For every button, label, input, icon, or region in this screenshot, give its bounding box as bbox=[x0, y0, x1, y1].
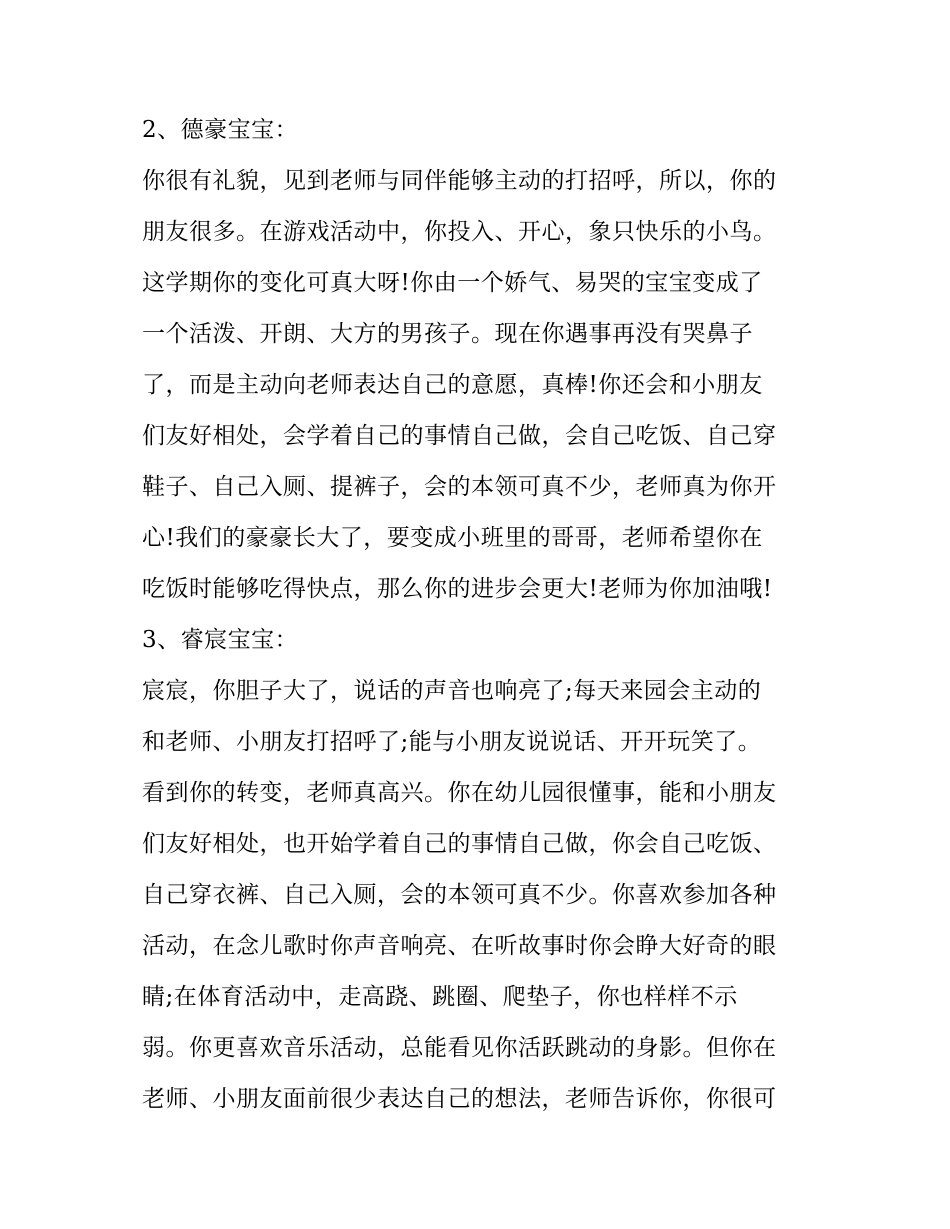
paragraph-line: 宸宸，你胆子大了，说话的声音也响亮了;每天来园会主动的 bbox=[142, 678, 762, 704]
paragraph-line: 你很有礼貌，见到老师与同伴能够主动的打招呼，所以，你的 bbox=[142, 168, 777, 194]
document-body bbox=[142, 110, 822, 1130]
paragraph-line: 老师、小朋友面前很少表达自己的想法，老师告诉你，你很可 bbox=[142, 1086, 777, 1112]
paragraph-line: 鞋子、自己入厕、提裤子，会的本领可真不少，老师真为你开 bbox=[142, 474, 777, 500]
paragraph-line: 弱。你更喜欢音乐活动，总能看见你活跃跳动的身影。但你在 bbox=[142, 1035, 777, 1061]
paragraph-line: 看到你的转变，老师真高兴。你在幼儿园很懂事，能和小朋友 bbox=[142, 780, 777, 806]
section-heading: 2、德豪宝宝： bbox=[142, 117, 299, 143]
paragraph-line: 了，而是主动向老师表达自己的意愿，真棒!你还会和小朋友 bbox=[142, 372, 763, 398]
paragraph-line: 一个活泼、开朗、大方的男孩子。现在你遇事再没有哭鼻子 bbox=[142, 321, 753, 347]
paragraph-line: 自己穿衣裤、自己入厕，会的本领可真不少。你喜欢参加各种 bbox=[142, 882, 777, 908]
paragraph-line: 吃饭时能够吃得快点，那么你的进步会更大!老师为你加油哦! bbox=[142, 576, 773, 602]
paragraph-line: 活动，在念儿歌时你声音响亮、在听故事时你会睁大好奇的眼 bbox=[142, 933, 777, 959]
paragraph-line: 们友好相处，会学着自己的事情自己做，会自己吃饭、自己穿 bbox=[142, 423, 777, 449]
paragraph-line: 朋友很多。在游戏活动中，你投入、开心，象只快乐的小鸟。 bbox=[142, 219, 777, 245]
paragraph-line: 和老师、小朋友打招呼了;能与小朋友说说话、开开玩笑了。 bbox=[142, 729, 762, 755]
paragraph-line: 这学期你的变化可真大呀!你由一个娇气、易哭的宝宝变成了 bbox=[142, 270, 763, 296]
paragraph-line: 们友好相处，也开始学着自己的事情自己做，你会自己吃饭、 bbox=[142, 831, 777, 857]
paragraph-line: 睛;在体育活动中，走高跷、跳圈、爬垫子，你也样样不示 bbox=[142, 984, 738, 1010]
paragraph-line: 心!我们的豪豪长大了，要变成小班里的哥哥，老师希望你在 bbox=[142, 525, 763, 551]
section-heading: 3、睿宸宝宝： bbox=[142, 627, 299, 653]
